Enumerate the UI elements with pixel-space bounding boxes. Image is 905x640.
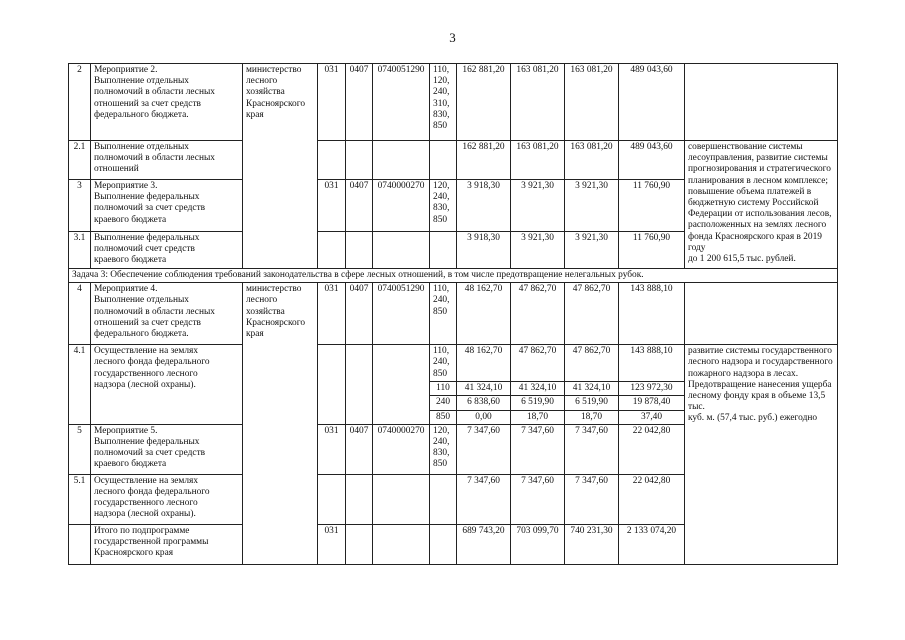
year1-value: 3 918,30 bbox=[457, 180, 511, 232]
executor-cell: министерство лесного хозяйства Красноярского края bbox=[243, 283, 318, 565]
year2-value: 18,70 bbox=[511, 410, 565, 424]
year3-value: 163 081,20 bbox=[565, 64, 619, 141]
total-value: 19 878,40 bbox=[619, 396, 685, 410]
csr-code: 0740000270 bbox=[373, 180, 430, 232]
vr-code: 110, 120, 240, 310, 830, 850 bbox=[430, 64, 457, 141]
row-number: 5.1 bbox=[69, 474, 91, 524]
year3-value: 41 324,10 bbox=[565, 382, 619, 396]
result-cell: совершенствование системы лесоуправления, развитие системы прогнозирования и стратегического планирования в лесном комплексе; повышение объема платежей в бюджетную систему Российской Федерации от использования лесов, расположенных на землях лесного фонда Красноярского края в 2019 году до 1 200 615,5 тыс. рублей. bbox=[685, 141, 838, 269]
table-row bbox=[69, 64, 838, 141]
total-value: 22 042,80 bbox=[619, 424, 685, 474]
total-label: Итого по подпрограмме государственной программы Красноярского края bbox=[91, 524, 243, 564]
year3-value: 18,70 bbox=[565, 410, 619, 424]
year1-value: 48 162,70 bbox=[457, 345, 511, 382]
year1-value: 41 324,10 bbox=[457, 382, 511, 396]
grbs-code: 031 bbox=[318, 283, 346, 345]
total-value: 2 133 074,20 bbox=[619, 524, 685, 564]
year1-value: 162 881,20 bbox=[457, 141, 511, 180]
year3-value: 3 921,30 bbox=[565, 232, 619, 269]
program-measures-table bbox=[68, 63, 838, 565]
year2-value: 7 347,60 bbox=[511, 474, 565, 524]
year2-value: 47 862,70 bbox=[511, 345, 565, 382]
year3-value: 3 921,30 bbox=[565, 180, 619, 232]
csr-code: 0740051290 bbox=[373, 64, 430, 141]
rzpr-code: 0407 bbox=[346, 64, 373, 141]
year3-value: 47 862,70 bbox=[565, 283, 619, 345]
year1-value: 7 347,60 bbox=[457, 474, 511, 524]
measure-name: Осуществление на землях лесного фонда федерального государственного лесного надзора (лесной охраны). bbox=[91, 345, 243, 425]
measure-name: Выполнение отдельных полномочий в области лесных отношений bbox=[91, 141, 243, 180]
year3-value: 740 231,30 bbox=[565, 524, 619, 564]
row-number: 4.1 bbox=[69, 345, 91, 425]
row-number: 2.1 bbox=[69, 141, 91, 180]
task-heading: Задача 3: Обеспечение соблюдения требований законодательства в сфере лесных отношений, в том числе предотвращение нелегальных рубок. bbox=[69, 269, 838, 283]
year1-value: 162 881,20 bbox=[457, 64, 511, 141]
total-value: 143 888,10 bbox=[619, 283, 685, 345]
vr-code: 120, 240, 830, 850 bbox=[430, 180, 457, 232]
row-number: 3 bbox=[69, 180, 91, 232]
total-value: 37,40 bbox=[619, 410, 685, 424]
year3-value: 47 862,70 bbox=[565, 345, 619, 382]
year1-value: 689 743,20 bbox=[457, 524, 511, 564]
page-number: 3 bbox=[449, 30, 456, 45]
total-value: 11 760,90 bbox=[619, 232, 685, 269]
measure-name: Осуществление на землях лесного фонда федерального государственного лесного надзора (лесной охраны). bbox=[91, 474, 243, 524]
executor-cell: министерство лесного хозяйства Красноярского края bbox=[243, 64, 318, 269]
vr-code: 110, 240, 850 bbox=[430, 345, 457, 382]
vr-code: 240 bbox=[430, 396, 457, 410]
grbs-code: 031 bbox=[318, 424, 346, 474]
row-number: 5 bbox=[69, 424, 91, 474]
year1-value: 3 918,30 bbox=[457, 232, 511, 269]
vr-code: 110, 240, 850 bbox=[430, 283, 457, 345]
grbs-code: 031 bbox=[318, 64, 346, 141]
year2-value: 41 324,10 bbox=[511, 382, 565, 396]
grbs-code: 031 bbox=[318, 180, 346, 232]
row-number: 2 bbox=[69, 64, 91, 141]
table-row bbox=[69, 141, 838, 180]
year3-value: 163 081,20 bbox=[565, 141, 619, 180]
table-row bbox=[69, 283, 838, 345]
measure-name: Выполнение федеральных полномочий счет средств краевого бюджета bbox=[91, 232, 243, 269]
total-value: 22 042,80 bbox=[619, 474, 685, 524]
total-value: 143 888,10 bbox=[619, 345, 685, 382]
row-number: 4 bbox=[69, 283, 91, 345]
row-number: 3.1 bbox=[69, 232, 91, 269]
rzpr-code: 0407 bbox=[346, 283, 373, 345]
measure-name: Мероприятие 4. Выполнение отдельных полномочий в области лесных отношений за счет средств федерального бюджета. bbox=[91, 283, 243, 345]
year2-value: 163 081,20 bbox=[511, 64, 565, 141]
total-value: 489 043,60 bbox=[619, 141, 685, 180]
rzpr-code: 0407 bbox=[346, 180, 373, 232]
year1-value: 7 347,60 bbox=[457, 424, 511, 474]
measure-name: Мероприятие 3. Выполнение федеральных полномочий за счет средств краевого бюджета bbox=[91, 180, 243, 232]
total-value: 489 043,60 bbox=[619, 64, 685, 141]
year3-value: 6 519,90 bbox=[565, 396, 619, 410]
total-value: 123 972,30 bbox=[619, 382, 685, 396]
year3-value: 7 347,60 bbox=[565, 424, 619, 474]
year1-value: 6 838,60 bbox=[457, 396, 511, 410]
result-cell: развитие системы государственного лесного надзора и государственного пожарного надзора в лесах. Предотвращение нанесения ущерба лесному фонду края в объеме 13,5 тыс. куб. м. (57,4 тыс. руб.) ежегодно bbox=[685, 345, 838, 565]
table-row bbox=[69, 345, 838, 382]
result-cell bbox=[685, 64, 838, 141]
grbs-code: 031 bbox=[318, 524, 346, 564]
task-row bbox=[69, 269, 838, 283]
year2-value: 3 921,30 bbox=[511, 180, 565, 232]
year2-value: 7 347,60 bbox=[511, 424, 565, 474]
result-cell bbox=[685, 283, 838, 345]
year2-value: 703 099,70 bbox=[511, 524, 565, 564]
year2-value: 3 921,30 bbox=[511, 232, 565, 269]
csr-code: 0740051290 bbox=[373, 283, 430, 345]
year2-value: 47 862,70 bbox=[511, 283, 565, 345]
measure-name: Мероприятие 2. Выполнение отдельных полномочий в области лесных отношений за счет средств федерального бюджета. bbox=[91, 64, 243, 141]
rzpr-code: 0407 bbox=[346, 424, 373, 474]
vr-code: 850 bbox=[430, 410, 457, 424]
total-value: 11 760,90 bbox=[619, 180, 685, 232]
vr-code: 110 bbox=[430, 382, 457, 396]
year2-value: 6 519,90 bbox=[511, 396, 565, 410]
csr-code: 0740000270 bbox=[373, 424, 430, 474]
measure-name: Мероприятие 5. Выполнение федеральных полномочий за счет средств краевого бюджета bbox=[91, 424, 243, 474]
year3-value: 7 347,60 bbox=[565, 474, 619, 524]
year1-value: 0,00 bbox=[457, 410, 511, 424]
year1-value: 48 162,70 bbox=[457, 283, 511, 345]
vr-code: 120, 240, 830, 850 bbox=[430, 424, 457, 474]
year2-value: 163 081,20 bbox=[511, 141, 565, 180]
